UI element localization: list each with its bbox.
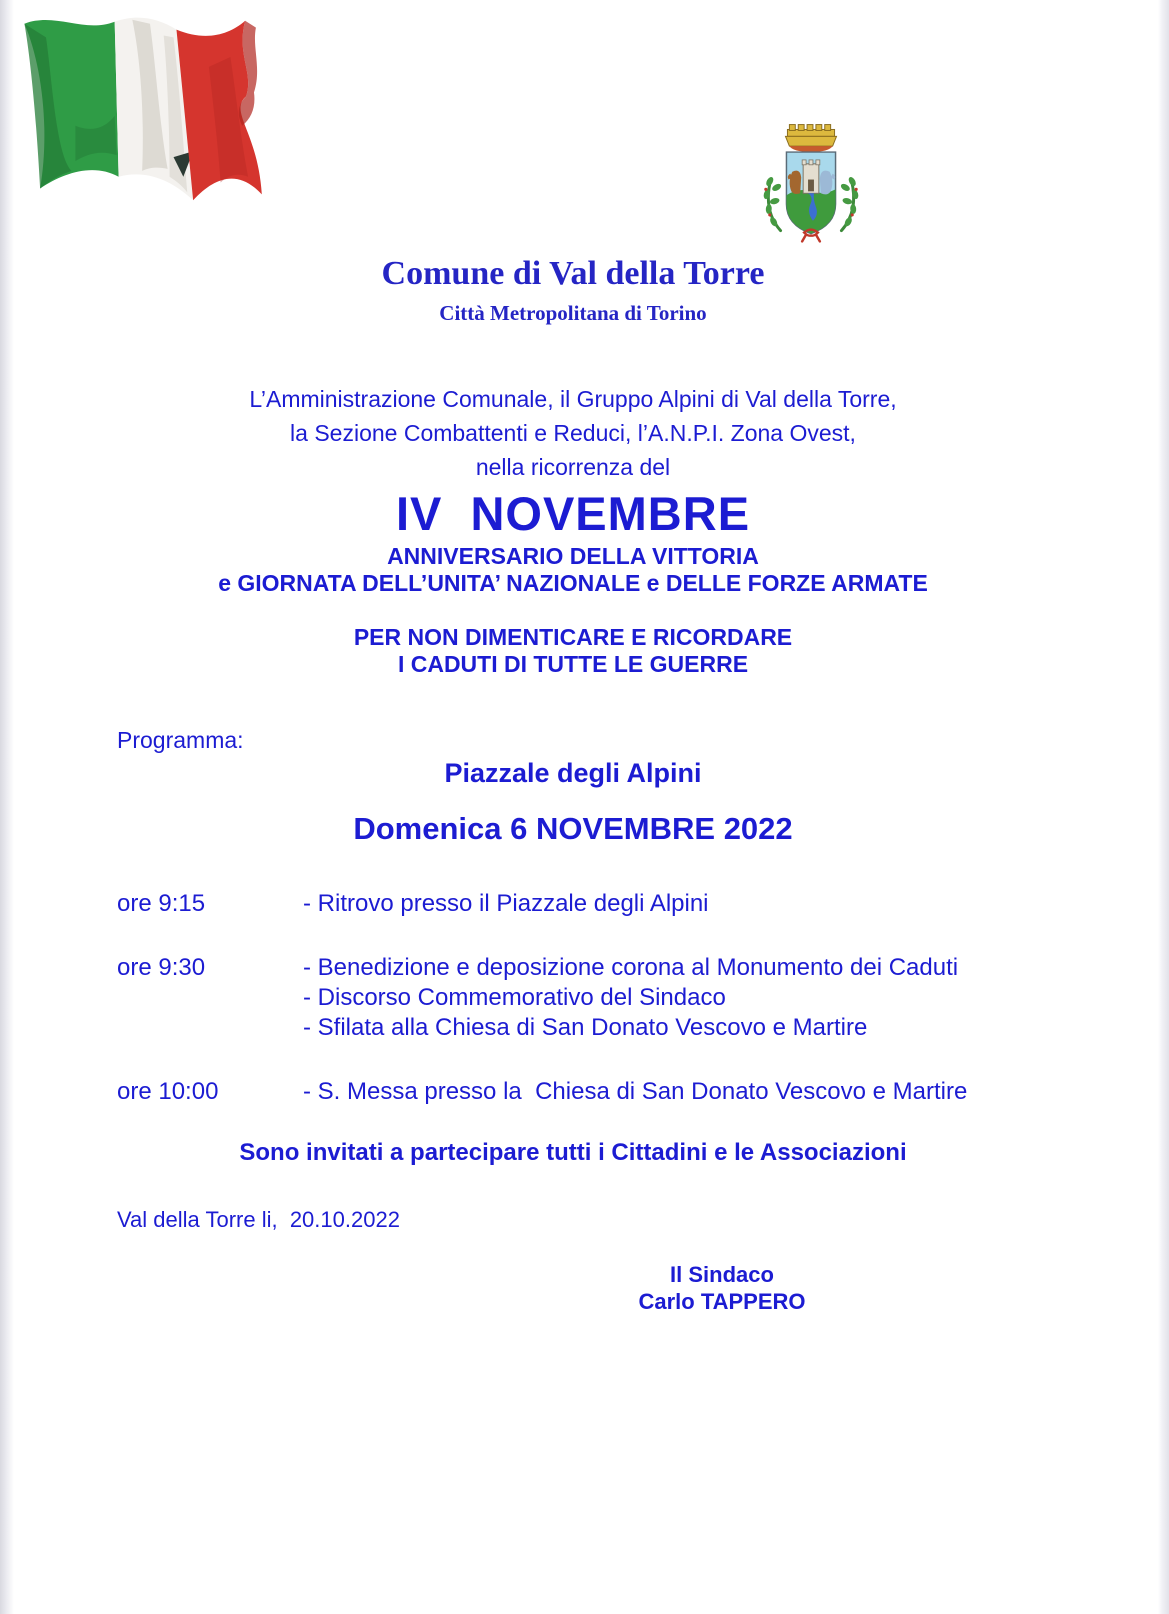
intro-line-2: la Sezione Combattenti e Reduci, l’A.N.P.I. Zona Ovest, bbox=[290, 420, 856, 446]
page-left-edge bbox=[0, 0, 14, 1614]
schedule-item: - Ritrovo presso il Piazzale degli Alpini bbox=[303, 890, 709, 917]
invitation-line: Sono invitati a partecipare tutti i Cittadini e le Associazioni bbox=[239, 1139, 907, 1166]
schedule-item: - Sfilata alla Chiesa di San Donato Vescovo e Martire bbox=[303, 1014, 868, 1041]
motto-line-2: I CADUTI DI TUTTE LE GUERRE bbox=[397, 651, 749, 677]
schedule-time: ore 9:15 bbox=[117, 890, 206, 917]
program-schedule bbox=[117, 889, 1029, 1107]
schedule-time: ore 10:00 bbox=[117, 1078, 219, 1105]
event-date: Domenica 6 NOVEMBRE 2022 bbox=[353, 811, 793, 846]
schedule-items bbox=[303, 953, 1029, 1043]
intro-paragraph bbox=[117, 382, 1029, 484]
event-subtitle-2: e GIORNATA DELL’UNITA’ NAZIONALE e DELLE FORZE ARMATE bbox=[218, 570, 928, 596]
schedule-item: - S. Messa presso la Chiesa di San Donato Vescovo e Martire bbox=[303, 1078, 968, 1105]
event-title: IV NOVEMBRE bbox=[395, 487, 751, 540]
municipality-title: Comune di Val della Torre bbox=[381, 255, 765, 292]
schedule-item: - Discorso Commemorativo del Sindaco bbox=[303, 984, 726, 1011]
schedule-time: ore 9:30 bbox=[117, 954, 206, 981]
event-location: Piazzale degli Alpini bbox=[444, 758, 702, 788]
schedule-item: - Benedizione e deposizione corona al Monumento dei Caduti bbox=[303, 954, 959, 981]
municipality-subtitle: Città Metropolitana di Torino bbox=[439, 301, 707, 325]
event-subtitle-1: ANNIVERSARIO DELLA VITTORIA bbox=[387, 543, 759, 569]
program-label: Programma: bbox=[117, 727, 244, 753]
signature-role: Il Sindaco bbox=[670, 1262, 774, 1287]
signature-name: Carlo TAPPERO bbox=[638, 1289, 806, 1314]
schedule-items bbox=[303, 1077, 1029, 1107]
schedule-row bbox=[117, 1077, 1029, 1107]
document-body bbox=[117, 0, 1029, 1315]
intro-line-3: nella ricorrenza del bbox=[475, 454, 671, 480]
intro-line-1: L’Amministrazione Comunale, il Gruppo Alpini di Val della Torre, bbox=[249, 386, 897, 412]
schedule-row bbox=[117, 889, 1029, 919]
motto-line-1: PER NON DIMENTICARE E RICORDARE bbox=[353, 624, 793, 650]
place-and-date: Val della Torre li, 20.10.2022 bbox=[117, 1207, 400, 1232]
schedule-items bbox=[303, 889, 1029, 919]
signature-block bbox=[522, 1261, 922, 1315]
page-right-edge bbox=[1158, 0, 1169, 1614]
schedule-row bbox=[117, 953, 1029, 1043]
